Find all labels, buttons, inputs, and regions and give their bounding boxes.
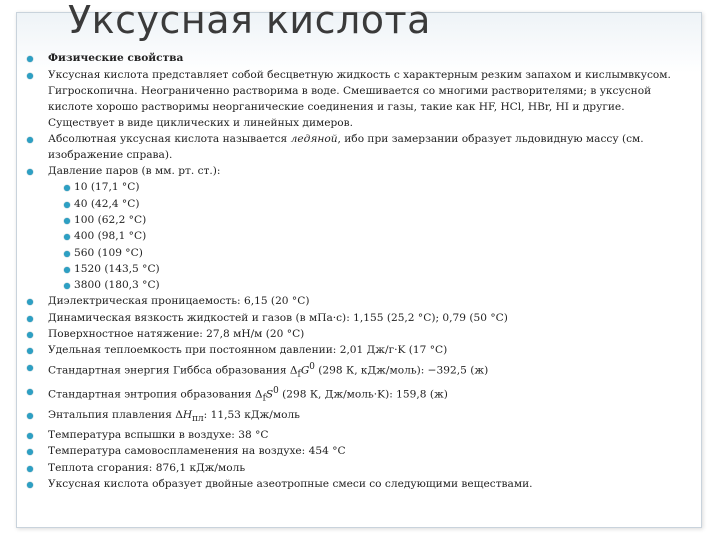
symbol: G — [300, 364, 310, 377]
bullet-icon — [64, 251, 70, 257]
item-text: 100 (62,2 °C) — [74, 213, 147, 226]
sub-list-item — [20, 228, 690, 244]
bullet-icon — [27, 433, 33, 439]
bullet-icon — [64, 267, 70, 273]
superscript: 0 — [273, 385, 279, 396]
subscript: пл — [192, 413, 204, 424]
list-item — [20, 476, 690, 492]
item-text: Температура самовоспламенения на воздухе: 454 °C — [48, 445, 346, 458]
item-text: Поверхностное натяжение: 27,8 мН/м (20 °C) — [48, 328, 305, 341]
symbol: H — [182, 408, 193, 421]
list-item — [20, 293, 690, 309]
item-text: Температура вспышки в воздухе: 38 °C — [48, 428, 269, 441]
sub-list-item — [20, 179, 690, 195]
bullet-icon — [64, 283, 70, 289]
item-text: (298 К, Дж/моль·K): 159,8 (ж) — [278, 388, 448, 401]
sub-list-item — [20, 261, 690, 277]
item-text-emphasis: ледяной — [290, 133, 338, 146]
item-text: Физические свойства — [48, 52, 184, 64]
item-text: Диэлектрическая проницаемость: 6,15 (20 °C) — [48, 295, 310, 308]
bullet-icon — [27, 299, 33, 305]
item-text: (298 К, кДж/моль): −392,5 (ж) — [314, 364, 489, 377]
item-text: Стандартная энергия Гиббса образования Δ — [48, 364, 298, 377]
bullet-icon — [64, 218, 70, 224]
bullet-icon — [27, 332, 33, 338]
bullet-icon — [27, 169, 33, 175]
bullet-icon — [27, 389, 33, 395]
sub-list-item — [20, 196, 690, 212]
sub-list-item — [20, 245, 690, 261]
item-text: Динамическая вязкость жидкостей и газов (в мПа·с): 1,155 (25,2 °C); 0,79 (50 °C) — [48, 311, 508, 324]
item-text: Энтальпия плавления Δ — [48, 408, 183, 421]
item-text: Давление паров (в мм. рт. ст.): — [48, 165, 221, 178]
bullet-icon — [27, 56, 33, 62]
item-text: Теплота сгорания: 876,1 кДж/моль — [48, 461, 246, 474]
item-text: Уксусная кислота образует двойные азеотропные смеси со следующими веществами. — [48, 477, 533, 490]
list-item — [20, 326, 690, 342]
list-item — [20, 359, 690, 383]
bullet-icon — [27, 466, 33, 472]
list-item — [20, 407, 690, 427]
bullet-icon — [27, 73, 33, 79]
page-title: Уксусная кислота — [68, 0, 431, 42]
list-item — [20, 460, 690, 476]
bullet-icon — [27, 449, 33, 455]
sub-list-item — [20, 212, 690, 228]
list-item — [20, 443, 690, 459]
bullet-icon — [64, 234, 70, 240]
subscript: f — [262, 393, 266, 404]
item-text: Абсолютная уксусная кислота называется — [48, 133, 291, 146]
item-text: 1520 (143,5 °C) — [74, 262, 160, 275]
item-text: Удельная теплоемкость при постоянном давлении: 2,01 Дж/г·K (17 °C) — [48, 344, 448, 357]
item-text: : 11,53 кДж/моль — [203, 408, 300, 421]
list-item — [20, 342, 690, 358]
bullet-icon — [27, 137, 33, 143]
bullet-icon — [27, 365, 33, 371]
item-text: 40 (42,4 °C) — [74, 197, 140, 210]
item-text: 10 (17,1 °C) — [74, 181, 140, 194]
item-text: 3800 (180,3 °C) — [74, 279, 160, 292]
sub-list-item — [20, 277, 690, 293]
bullet-icon — [27, 316, 33, 322]
item-text: , ибо при замерзании образует льдовидную массу (см. изображение справа). — [48, 133, 644, 162]
bullet-icon — [64, 202, 70, 208]
list-item — [20, 131, 690, 163]
list-item — [20, 67, 690, 131]
item-text: Стандартная энтропия образования Δ — [48, 388, 263, 401]
superscript: 0 — [309, 361, 315, 372]
subscript: f — [297, 369, 301, 380]
bullet-list — [20, 50, 690, 492]
item-text: 560 (109 °C) — [74, 246, 143, 259]
list-item — [20, 163, 690, 179]
list-item — [20, 50, 690, 67]
list-item — [20, 427, 690, 443]
symbol: S — [265, 388, 274, 401]
bullet-icon — [27, 482, 33, 488]
bullet-icon — [27, 413, 33, 419]
list-item — [20, 383, 690, 407]
list-item — [20, 310, 690, 326]
bullet-icon — [27, 348, 33, 354]
item-text: Уксусная кислота представляет собой бесцветную жидкость с характерным резким запахом и кислымвкусом. Гигроскопична. Неограниченно растворима в воде. Смешивается со многими растворителями; в уксусной кислоте хорошо растворимы неорганические соединения и газы, такие как HF, HCl, HBr, HI и другие. Существует в виде циклических и линейных димеров. — [48, 69, 671, 130]
bullet-icon — [64, 185, 70, 191]
item-text: 400 (98,1 °C) — [74, 230, 147, 243]
